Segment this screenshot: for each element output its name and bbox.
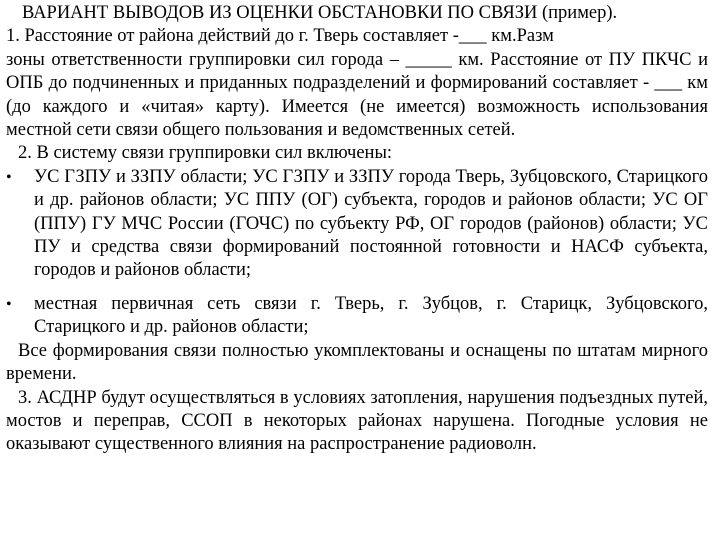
bullet-icon: • (6, 295, 12, 313)
paragraph-1-body: зоны ответственности группировки сил города – _____ км. Расстояние от ПУ ПКЧС и ОПБ до подчиненных и приданных подразделений и формирований составляет - ___ км (до каждого и «читая» карту). Имеется (не имеется) возможность использования местной сети связи общего пользования и ведомственных сетей. (6, 49, 708, 141)
paragraph-2: 2. В систему связи группировки сил включены: (18, 143, 393, 164)
paragraph-1 (6, 25, 708, 142)
bullet-text: местная первичная сеть связи г. Тверь, г. Зубцов, г. Старицк, Зубцовского, Старицкого и др. районов области; (34, 293, 708, 338)
bullet-icon: • (6, 168, 12, 186)
paragraph-1-first-line: 1. Расстояние от района действий до г. Тверь составляет -___ км.Разм (6, 26, 554, 47)
bullet-list (6, 166, 708, 340)
document-title: ВАРИАНТ ВЫВОДОВ ИЗ ОЦЕНКИ ОБСТАНОВКИ ПО СВЯЗИ (пример). (22, 3, 618, 23)
bullet-text: УС ГЗПУ и ЗЗПУ области; УС ГЗПУ и ЗЗПУ города Тверь, Зубцовского, Старицкого и др. районов области; УС ППУ (ОГ) субъекта, городов и районов области; УС ОГ (ППУ) ГУ МЧС России (ГОЧС) по субъекту РФ, ОГ городов (районов) области; УС ПУ и средства связи формирований постоянной готовности и НАСФ субъекта, городов и районов области; (34, 166, 708, 281)
document-page (6, 2, 708, 457)
paragraph-4: 3. АСДНР будут осуществляться в условиях затопления, нарушения подъездных путей, мостов и переправ, ССОП в некоторых районах нарушена. Погодные условия не оказывают существенного влияния на распространение радиоволн. (6, 387, 708, 455)
paragraph-3: Все формирования связи полностью укомплектованы и оснащены по штатам мирного времени. (6, 340, 708, 385)
bullet-item (6, 293, 708, 340)
bullet-item (6, 166, 708, 283)
